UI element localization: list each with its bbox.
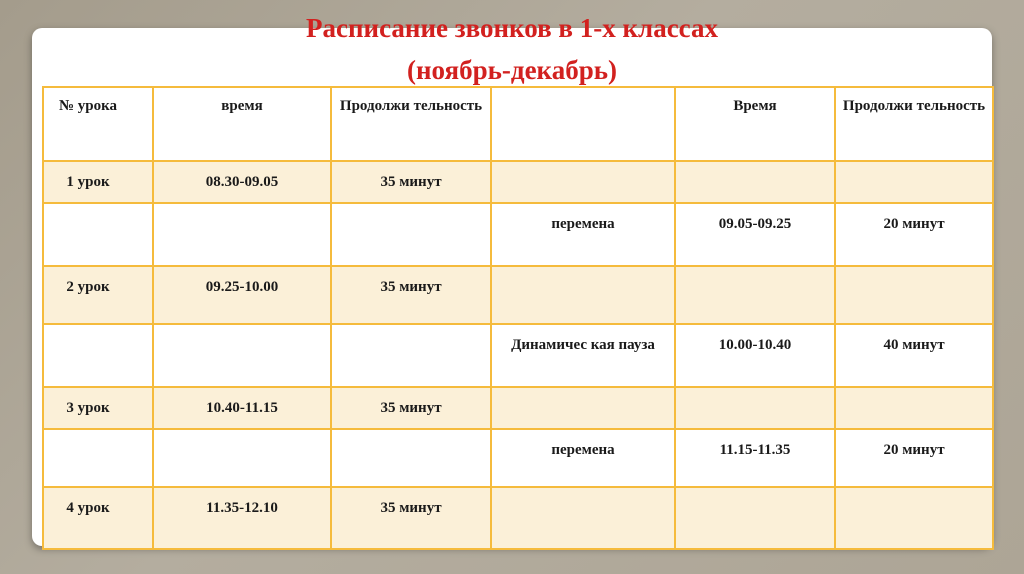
table-cell: 08.30-09.05 bbox=[153, 161, 331, 203]
table-cell: 35 минут bbox=[331, 487, 491, 549]
table-row bbox=[43, 203, 993, 266]
table-row bbox=[43, 429, 993, 487]
header-cell: Продолжи тельность bbox=[331, 87, 491, 161]
table-cell bbox=[675, 161, 835, 203]
table-cell bbox=[331, 324, 491, 387]
table-cell bbox=[153, 324, 331, 387]
table-cell bbox=[153, 203, 331, 266]
table-row bbox=[43, 487, 993, 549]
table-cell: 20 минут bbox=[835, 203, 993, 266]
table-cell: 35 минут bbox=[331, 387, 491, 429]
table-row bbox=[43, 324, 993, 387]
table-cell: 09.05-09.25 bbox=[675, 203, 835, 266]
table-cell: 2 урок bbox=[43, 266, 153, 324]
table-cell bbox=[43, 324, 153, 387]
table-cell bbox=[491, 266, 675, 324]
table-cell: 35 минут bbox=[331, 161, 491, 203]
header-cell: № урока bbox=[43, 87, 153, 161]
table-cell: Динамичес кая пауза bbox=[491, 324, 675, 387]
table-cell: 20 минут bbox=[835, 429, 993, 487]
table-cell bbox=[675, 487, 835, 549]
table-cell: 35 минут bbox=[331, 266, 491, 324]
table-cell bbox=[331, 429, 491, 487]
header-cell: время bbox=[153, 87, 331, 161]
header-cell: Время bbox=[675, 87, 835, 161]
table-cell bbox=[331, 203, 491, 266]
header-cell: Продолжи тельность bbox=[835, 87, 993, 161]
table-cell: перемена bbox=[491, 203, 675, 266]
table-cell bbox=[43, 429, 153, 487]
table-cell: 4 урок bbox=[43, 487, 153, 549]
slide-title: Расписание звонков в 1-х классах bbox=[306, 13, 718, 43]
table-cell: 11.35-12.10 bbox=[153, 487, 331, 549]
table-cell bbox=[835, 161, 993, 203]
table-cell: 09.25-10.00 bbox=[153, 266, 331, 324]
table-cell bbox=[491, 487, 675, 549]
table-cell: 3 урок bbox=[43, 387, 153, 429]
table-cell: 10.00-10.40 bbox=[675, 324, 835, 387]
table-cell bbox=[675, 387, 835, 429]
table-row bbox=[43, 161, 993, 203]
bell-schedule-table bbox=[42, 86, 994, 550]
table-cell bbox=[153, 429, 331, 487]
table-cell: перемена bbox=[491, 429, 675, 487]
table-header-row bbox=[43, 87, 993, 161]
table-cell bbox=[491, 387, 675, 429]
table-cell bbox=[835, 387, 993, 429]
table-cell bbox=[43, 203, 153, 266]
table-cell bbox=[835, 266, 993, 324]
slide-subtitle: (ноябрь-декабрь) bbox=[406, 55, 617, 85]
table-cell: 40 минут bbox=[835, 324, 993, 387]
table-cell bbox=[835, 487, 993, 549]
table-row bbox=[43, 266, 993, 324]
header-cell bbox=[491, 87, 675, 161]
table-row bbox=[43, 387, 993, 429]
table-cell bbox=[491, 161, 675, 203]
table-cell: 1 урок bbox=[43, 161, 153, 203]
table-cell bbox=[675, 266, 835, 324]
table-cell: 10.40-11.15 bbox=[153, 387, 331, 429]
table-cell: 11.15-11.35 bbox=[675, 429, 835, 487]
